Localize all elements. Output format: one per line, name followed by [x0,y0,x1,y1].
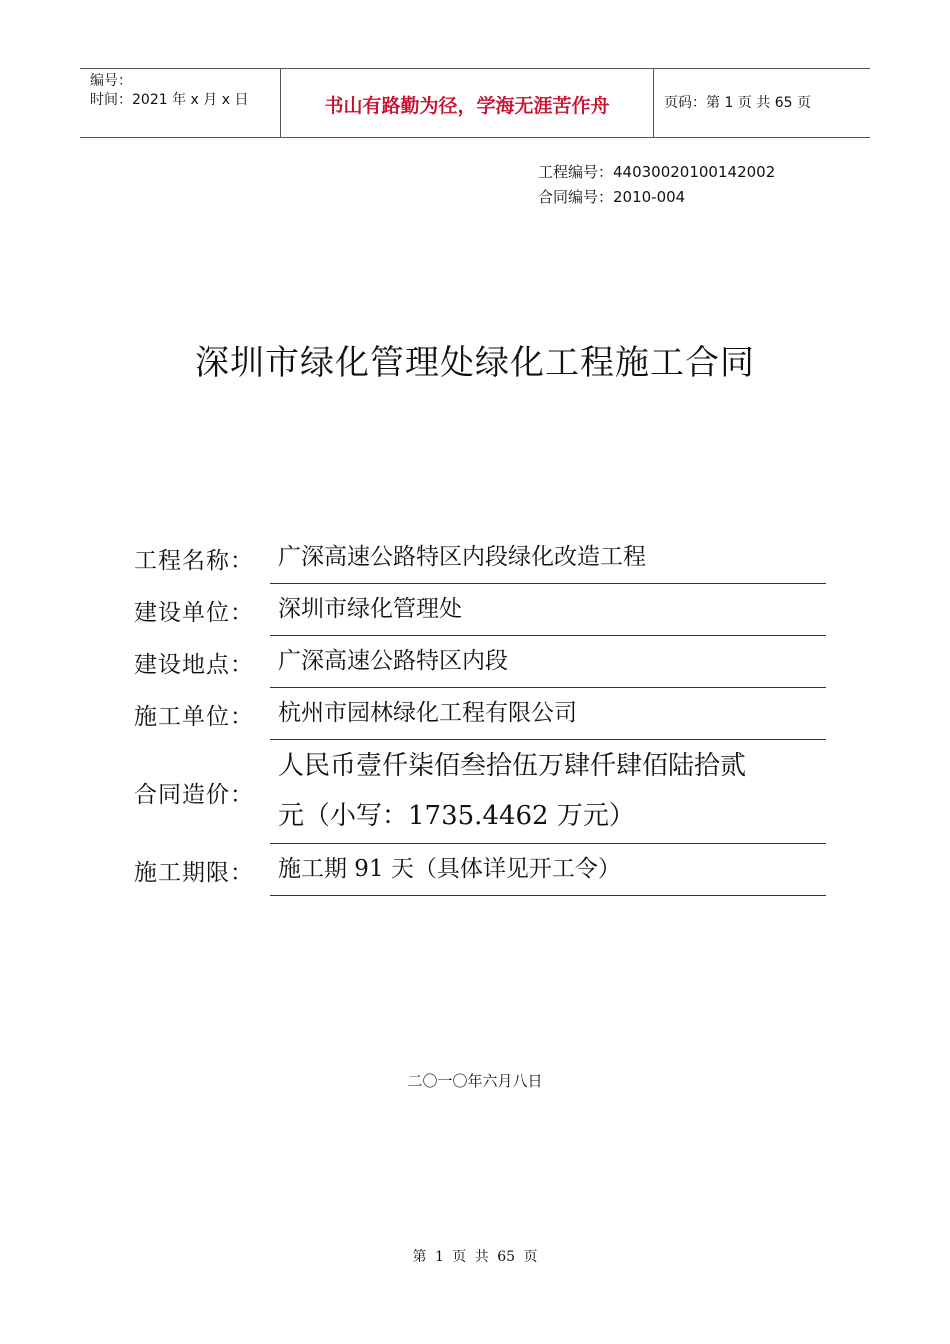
info-row-location [134,636,826,688]
project-name-label: 工程名称： [134,547,254,574]
info-row-builder [134,584,826,636]
builder-value: 深圳市绿化管理处 [270,584,826,636]
price-label: 合同造价： [134,781,254,808]
project-code: 工程编号：44030020100142002 [538,163,776,181]
page-footer: 第 1 页 共 65 页 [412,1249,538,1265]
codes-block [538,160,775,210]
project-name-value: 广深高速公路特区内段绿化改造工程 [270,532,826,584]
contract-code: 合同编号：2010-004 [538,188,686,206]
header-motto: 书山有路勤为径，学海无涯苦作舟 [324,95,610,117]
header-page-code: 页码：第 1 页 共 65 页 [664,95,811,111]
page-header [80,68,870,138]
signing-date: 二〇一〇年六月八日 [407,1072,543,1090]
info-row-contractor [134,688,826,740]
header-right-cell [654,69,870,137]
price-value-line2: 元（小写：1735.4462 万元） [278,801,635,831]
document-title: 深圳市绿化管理处绿化工程施工合同 [195,343,755,383]
contractor-value: 杭州市园林绿化工程有限公司 [270,688,826,740]
price-value-line1: 人民币壹仟柒佰叁拾伍万肆仟肆佰陆拾贰 [278,751,747,781]
builder-label: 建设单位： [134,599,254,626]
price-value [270,740,826,844]
number-label: 编号： [90,73,132,89]
header-left-cell [80,69,281,137]
info-row-price [134,740,826,844]
period-label: 施工期限： [134,859,254,886]
info-row-project-name [134,532,826,584]
header-center-cell [281,69,654,137]
contract-info-table [134,532,826,896]
info-row-period [134,844,826,896]
location-value: 广深高速公路特区内段 [270,636,826,688]
period-value: 施工期 91 天（具体详见开工令） [270,844,826,896]
contractor-label: 施工单位： [134,703,254,730]
location-label: 建设地点： [134,651,254,678]
time-label: 时间：2021 年 x 月 x 日 [90,92,249,108]
